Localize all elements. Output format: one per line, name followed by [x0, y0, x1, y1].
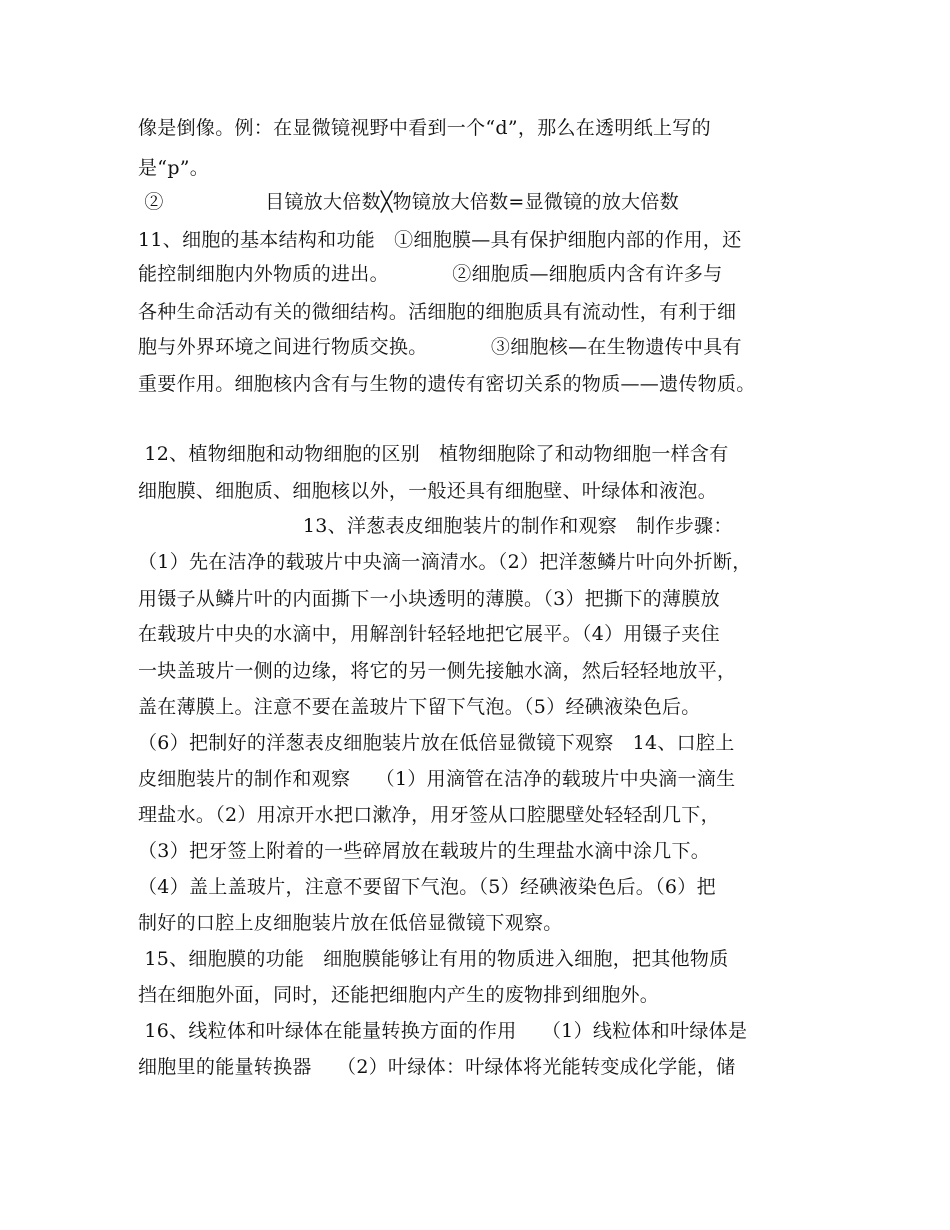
text-line: 用镊子从鳞片叶的内面撕下一小块透明的薄膜。（3）把撕下的薄膜放 [138, 588, 720, 610]
text-line: ② 目镜放大倍数╳物镜放大倍数=显微镜的放大倍数 [138, 191, 680, 213]
text-line: 制好的口腔上皮细胞装片放在低倍显微镜下观察。 [138, 912, 563, 934]
text-line: 13、洋葱表皮细胞装片的制作和观察 制作步骤： [138, 515, 733, 537]
text-line: 16、线粒体和叶绿体在能量转换方面的作用 （1）线粒体和叶绿体是 [138, 1020, 748, 1042]
text-line: 是“p”。 [138, 157, 210, 179]
text-line: 细胞里的能量转换器 （2）叶绿体：叶绿体将光能转变成化学能，储 [138, 1056, 736, 1078]
text-line: （1）先在洁净的载玻片中央滴一滴清水。（2）把洋葱鳞片叶向外折断， [138, 551, 752, 573]
text-line: 重要作用。细胞核内含有与生物的遗传有密切关系的物质——遗传物质。 [138, 373, 756, 395]
text-line: 在载玻片中央的水滴中，用解剖针轻轻地把它展平。（4）用镊子夹住 [138, 623, 720, 645]
text-line: 一块盖玻片一侧的边缘，将它的另一侧先接触水滴，然后轻轻地放平， [138, 660, 737, 682]
text-line: 像是倒像。例：在显微镜视野中看到一个“d”，那么在透明纸上写的 [138, 117, 711, 139]
text-line: 各种生命活动有关的微细结构。活细胞的细胞质具有流动性，有利于细 [138, 301, 737, 323]
text-line: 胞与外界环境之间进行物质交换。 ③细胞核—在生物遗传中具有 [138, 336, 742, 358]
text-line: 11、细胞的基本结构和功能 ①细胞膜—具有保护细胞内部的作用，还 [138, 229, 742, 251]
text-line: （3）把牙签上附着的一些碎屑放在载玻片的生理盐水滴中涂几下。 [138, 840, 711, 862]
text-line: 理盐水。（2）用凉开水把口漱净，用牙签从口腔腮壁处轻轻刮几下， [138, 804, 720, 826]
text-line: 盖在薄膜上。注意不要在盖玻片下留下气泡。（5）经碘液染色后。 [138, 696, 701, 718]
text-line: 挡在细胞外面，同时，还能把细胞内产生的废物排到细胞外。 [138, 984, 660, 1006]
text-line: 细胞膜、细胞质、细胞核以外，一般还具有细胞壁、叶绿体和液泡。 [138, 480, 718, 502]
text-line: （6）把制好的洋葱表皮细胞装片放在低倍显微镜下观察 14、口腔上 [138, 732, 735, 754]
text-line: 15、细胞膜的功能 细胞膜能够让有用的物质进入细胞，把其他物质 [138, 948, 729, 970]
text-line: 能控制细胞内外物质的进出。 ②细胞质—细胞质内含有许多与 [138, 263, 723, 285]
text-line: （4）盖上盖玻片，注意不要留下气泡。（5）经碘液染色后。（6）把 [138, 876, 716, 898]
text-line: 皮细胞装片的制作和观察 （1）用滴管在洁净的载玻片中央滴一滴生 [138, 768, 736, 790]
text-line: 12、植物细胞和动物细胞的区别 植物细胞除了和动物细胞一样含有 [138, 443, 729, 465]
